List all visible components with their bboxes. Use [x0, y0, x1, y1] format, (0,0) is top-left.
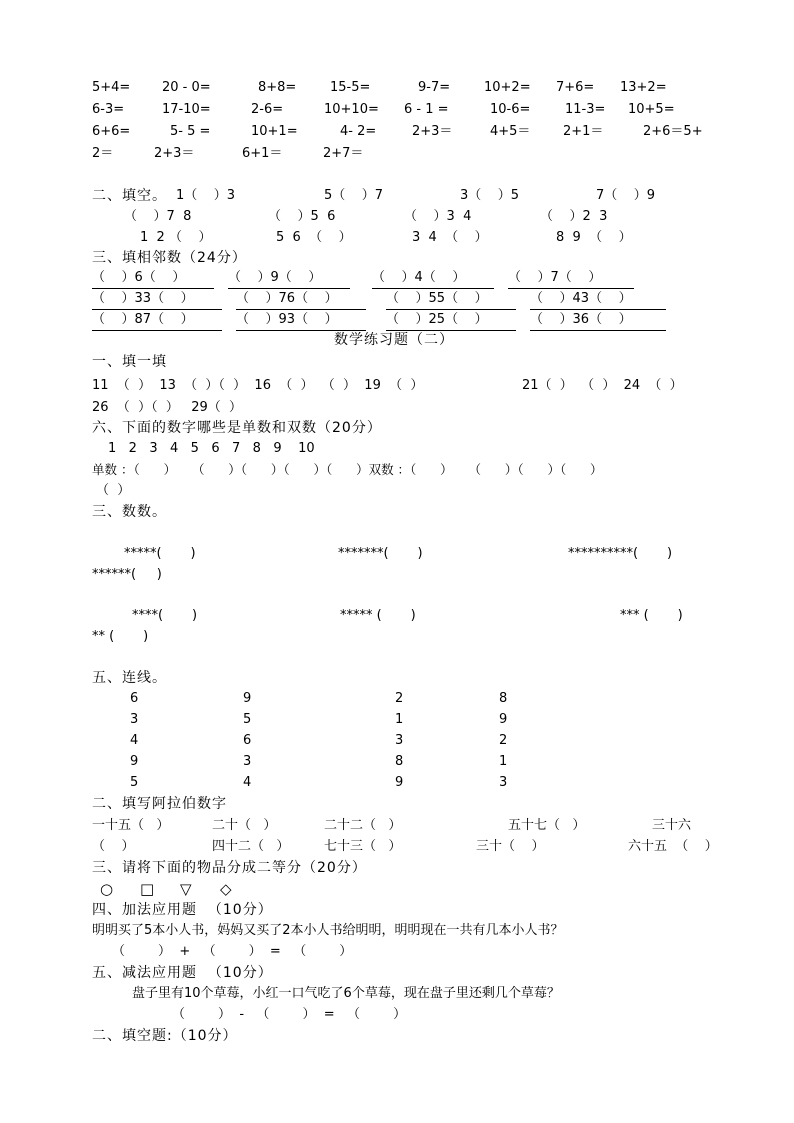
match-number: 3 — [243, 754, 252, 769]
word-problem: 盘子里有10个草莓，小红一口气吃了6个草莓，现在盘子里还剩几个草莓？ — [132, 986, 560, 1001]
arabic-item: （ ） — [92, 839, 135, 854]
square-icon: □ — [140, 880, 155, 898]
equation: 10+2= — [484, 80, 531, 95]
answer-formula: （ ） - （ ） = （ ） — [172, 1007, 407, 1022]
section-heading: 六、下面的数字哪些是单数和双数（20分） — [92, 420, 382, 436]
equation: 9-7= — [418, 80, 451, 95]
fill-item: （ ）2 3 — [540, 209, 608, 224]
arabic-item: 七十三（ ） — [324, 839, 402, 854]
equation: 10+5= — [628, 102, 675, 117]
equation: 20 - 0= — [162, 80, 211, 95]
equation: 6+1＝ — [242, 146, 283, 161]
neighbor-item: （ ）43（ ） — [530, 291, 666, 310]
equation: 2＝ — [92, 146, 114, 161]
arabic-item: 二十二（ ） — [324, 818, 402, 833]
fill-item: 1（ ）3 — [176, 188, 236, 203]
match-number: 2 — [499, 733, 508, 748]
fill-item: 3（ ）5 — [460, 188, 520, 203]
fill-item: 3 4 （ ） — [412, 230, 488, 245]
fill-item: 5（ ）7 — [324, 188, 384, 203]
neighbor-item: （ ）36（ ） — [530, 312, 666, 331]
match-number: 3 — [395, 733, 404, 748]
section-heading: 三、数数。 — [92, 504, 167, 520]
neighbor-item: （ ）93（ ） — [236, 312, 366, 331]
equation: 10+10= — [324, 102, 379, 117]
equation: 6+6= — [92, 124, 131, 139]
equation: 2-6= — [251, 102, 284, 117]
arabic-item: 三十六 — [652, 818, 692, 833]
neighbor-item: （ ）33（ ） — [92, 291, 222, 310]
fill-item: （ ）5 6 — [268, 209, 336, 224]
match-number: 6 — [130, 691, 139, 706]
match-number: 8 — [499, 691, 508, 706]
match-number: 9 — [395, 775, 404, 790]
equation: 6 - 1 = — [404, 102, 449, 117]
equation: 11-3= — [565, 102, 606, 117]
neighbor-item: （ ）9（ ） — [228, 270, 350, 289]
neighbor-item: （ ）7（ ） — [508, 270, 634, 289]
arabic-item: 二十（ ） — [212, 818, 277, 833]
odd-even-blanks: （ ） — [96, 483, 131, 498]
equation: 2+3＝ — [412, 124, 453, 139]
equation: 5+4= — [92, 80, 131, 95]
section-heading: 二、填空。 — [92, 188, 167, 204]
odd-even-blanks: 单数 ：（ ） （ ）（ ）（ ）（ ）双数 ：（ ） （ ）（ ）（ ） — [92, 462, 603, 477]
equation: 2+1＝ — [563, 124, 604, 139]
neighbor-item: （ ）76（ ） — [236, 291, 366, 310]
section-heading: 四、加法应用题 （10分） — [92, 902, 273, 918]
arabic-item: 三十（ ） — [476, 839, 545, 854]
equation: 4- 2= — [340, 124, 377, 139]
diamond-icon: ◇ — [220, 880, 232, 898]
equation: 10+1= — [251, 124, 298, 139]
fill-item: （ ）7 8 — [124, 209, 192, 224]
count-item: ***** ( ) — [340, 608, 416, 623]
neighbor-item: （ ）6（ ） — [92, 270, 214, 289]
fill-item: （ ）3 4 — [404, 209, 472, 224]
sequence-row: 11 （ ） 13 （ ）（ ） 16 （ ） （ ） 19 （ ） — [92, 378, 424, 393]
match-number: 9 — [243, 691, 252, 706]
equation: 10-6= — [490, 102, 531, 117]
equation: 17-10= — [162, 102, 211, 117]
equation: 2+6＝5+ — [643, 124, 703, 139]
match-number: 1 — [499, 754, 508, 769]
count-item: *****( ) — [124, 546, 196, 561]
section-heading: 一、填一填 — [92, 354, 167, 370]
circle-icon: ○ — [100, 880, 114, 898]
match-number: 1 — [395, 712, 404, 727]
match-number: 8 — [395, 754, 404, 769]
count-item: ******( ) — [92, 567, 162, 582]
match-number: 3 — [130, 712, 139, 727]
answer-formula: （ ） + （ ） = （ ） — [112, 944, 353, 959]
page-title: 数学练习题（二） — [334, 332, 454, 348]
fill-item: 7（ ）9 — [596, 188, 656, 203]
fill-item: 5 6 （ ） — [276, 230, 352, 245]
arabic-item: 一十五（ ） — [92, 818, 170, 833]
count-item: ** ( ) — [92, 629, 149, 644]
count-item: *** ( ) — [620, 608, 683, 623]
sequence-row: 26 （ ）（ ） 29（ ） — [92, 400, 243, 415]
match-number: 4 — [243, 775, 252, 790]
equation: 2+3＝ — [154, 146, 195, 161]
match-number: 6 — [243, 733, 252, 748]
equation: 6-3= — [92, 102, 125, 117]
arabic-item: 六十五 （ ） — [628, 839, 718, 854]
count-item: **********( ) — [568, 546, 673, 561]
section-heading: 二、填空题:（10分） — [92, 1028, 238, 1044]
match-number: 9 — [130, 754, 139, 769]
section-heading: 三、填相邻数（24分） — [92, 250, 247, 266]
match-number: 5 — [243, 712, 252, 727]
equation: 5- 5 = — [170, 124, 211, 139]
triangle-down-icon: ▽ — [180, 880, 192, 898]
equation: 13+2= — [620, 80, 667, 95]
section-heading: 二、填写阿拉伯数字 — [92, 796, 227, 812]
word-problem: 明明买了5本小人书，妈妈又买了2本小人书给明明，明明现在一共有几本小人书？ — [92, 923, 564, 938]
neighbor-item: （ ）4（ ） — [372, 270, 494, 289]
match-number: 3 — [499, 775, 508, 790]
equation: 2+7＝ — [323, 146, 364, 161]
neighbor-item: （ ）25（ ） — [386, 312, 516, 331]
match-number: 4 — [130, 733, 139, 748]
sequence-row: 21（ ） （ ） 24 （ ） — [522, 378, 683, 393]
arabic-item: 五十七（ ） — [508, 818, 586, 833]
section-heading: 五、连线。 — [92, 670, 167, 686]
equation: 4+5＝ — [490, 124, 531, 139]
match-number: 5 — [130, 775, 139, 790]
equation: 8+8= — [258, 80, 297, 95]
neighbor-item: （ ）87（ ） — [92, 312, 222, 331]
count-item: *******( ) — [338, 546, 423, 561]
neighbor-item: （ ）55（ ） — [386, 291, 516, 310]
match-number: 9 — [499, 712, 508, 727]
fill-item: 8 9 （ ） — [556, 230, 632, 245]
section-heading: 五、减法应用题 （10分） — [92, 965, 273, 981]
section-heading: 三、请将下面的物品分成二等分（20分） — [92, 860, 367, 876]
match-number: 2 — [395, 691, 404, 706]
digit-list: 1 2 3 4 5 6 7 8 9 10 — [108, 441, 315, 456]
equation: 15-5= — [330, 80, 371, 95]
fill-item: 1 2 （ ） — [140, 230, 212, 245]
arabic-item: 四十二（ ） — [212, 839, 290, 854]
equation: 7+6= — [556, 80, 595, 95]
count-item: ****( ) — [132, 608, 198, 623]
